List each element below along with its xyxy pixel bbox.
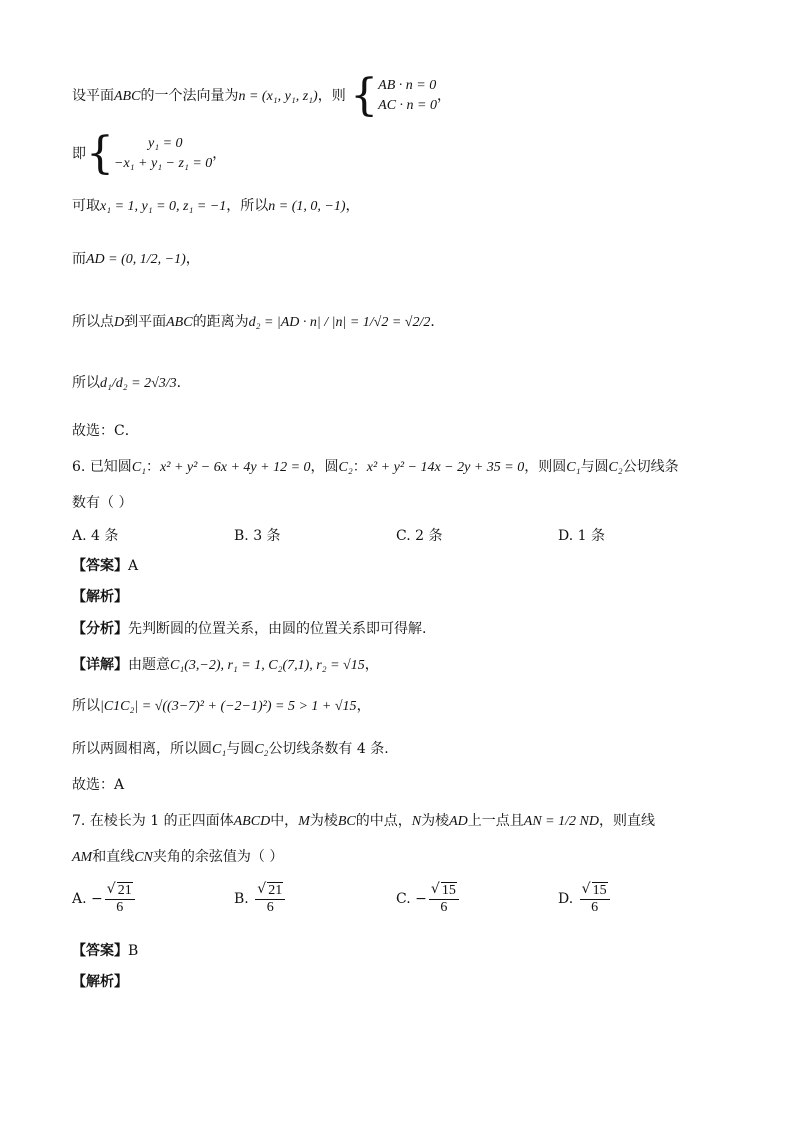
q6-option-d: D. 1 条 <box>558 528 605 544</box>
equation-system <box>378 76 437 116</box>
q7-stem <box>72 812 655 831</box>
question-number: 6. <box>72 459 86 475</box>
option-fraction <box>580 882 610 916</box>
text: 为棱 <box>309 813 338 829</box>
math-cn: CN <box>134 850 153 865</box>
q6-conclusion <box>72 740 389 759</box>
option-letter: B. <box>234 891 249 907</box>
math-c2: C₂ <box>608 460 623 475</box>
option-letter: D. <box>558 891 574 907</box>
text: 在棱长为 1 的正四面体 <box>89 813 234 829</box>
text: ， <box>437 88 451 104</box>
distance-d2-line <box>72 313 444 332</box>
math-tetrahedron: ABCD <box>233 814 271 829</box>
text: 由题意 <box>128 657 170 673</box>
vector-ad-line <box>72 250 200 269</box>
text: 夹角的余弦值为（ ） <box>152 849 284 865</box>
q7-option-b <box>234 882 287 916</box>
text: 故选：C． <box>72 423 139 439</box>
answer-value: B <box>128 943 139 959</box>
text: ， <box>212 146 227 162</box>
option-root: 15 <box>441 883 456 898</box>
option-denominator: 6 <box>266 900 274 915</box>
text: 所以 <box>72 375 100 391</box>
q6-option-c: C. 2 条 <box>396 528 443 544</box>
q6-choose <box>72 776 124 794</box>
equation-xyz: −x₁ + y₁ − z₁ = 0 <box>114 156 213 171</box>
text: 上一点且 <box>467 813 524 829</box>
q6-distance <box>72 697 371 716</box>
math-c1: C₁ <box>566 460 581 475</box>
analysis-tag: 【解析】 <box>72 974 128 990</box>
math-c1: C₁ <box>212 742 227 757</box>
choice-c-line <box>72 422 139 440</box>
text: 即 <box>72 146 86 162</box>
math-n: N <box>411 814 422 829</box>
math-c2-equation: x² + y² − 14x − 2y + 35 = 0 <box>366 460 525 475</box>
q7-answer <box>72 942 138 960</box>
math-bc: BC <box>337 814 356 829</box>
math-values: x₁ = 1, y₁ = 0, z₁ = −1 <box>100 199 227 214</box>
q7-option-a <box>72 882 137 916</box>
q6-analysis <box>72 588 128 606</box>
text: 和直线 <box>92 849 135 865</box>
question-number: 7. <box>72 813 86 829</box>
equation-ac-n: AC · n = 0 <box>378 98 437 113</box>
option-letter: C. <box>396 891 411 907</box>
math-vector-ad: AD = (0, 1/2, −1) <box>86 252 186 267</box>
answer-value: A <box>128 558 139 574</box>
text: ， <box>185 251 200 267</box>
q6-fenxi <box>72 620 426 638</box>
q6-stem: 6. 已知圆C₁：x² + y² − 6x + 4y + 12 = 0，圆C₂：x² + y² − 14x − 2y + 35 = 0，则圆C₁与圆C₂公切线条 <box>72 459 679 475</box>
q7-option-d <box>558 882 612 916</box>
text: 设平面 <box>72 88 114 104</box>
text: 而 <box>72 251 86 267</box>
equation-ab-n: AB · n = 0 <box>378 78 437 93</box>
answer-tag: 【答案】 <box>72 558 128 574</box>
option-denominator: 6 <box>591 900 599 915</box>
analysis-tag: 【解析】 <box>72 589 128 605</box>
text: ，圆 <box>310 459 339 475</box>
equation-y1: y₁ = 0 <box>148 136 183 151</box>
text: ，则圆 <box>524 459 567 475</box>
option-root: 21 <box>268 883 283 898</box>
option-root: 21 <box>117 883 132 898</box>
q6-option-a: A. 4 条 <box>72 528 119 544</box>
option-denominator: 6 <box>116 900 124 915</box>
q7-analysis <box>72 973 128 991</box>
math-vector-n: n = (1, 0, −1) <box>268 199 346 214</box>
math-plane: ABC <box>166 315 193 330</box>
option-letter: A. <box>72 891 87 907</box>
normal-vector-line <box>72 70 451 121</box>
text: 所以 <box>72 698 100 714</box>
q6-option-b: B. 3 条 <box>234 528 281 544</box>
option-fraction <box>105 882 135 916</box>
q7-option-c <box>396 882 461 916</box>
math-c1: C₁ <box>131 460 147 475</box>
text: 与圆 <box>226 741 255 757</box>
answer-tag: 【答案】 <box>72 943 128 959</box>
math-point-d: D <box>114 315 125 330</box>
option-sign: − <box>415 891 427 907</box>
choose-values-line <box>72 197 360 216</box>
text: 为棱 <box>421 813 450 829</box>
text: ． <box>176 375 191 391</box>
text: ， <box>345 198 360 214</box>
option-root: 15 <box>592 883 607 898</box>
text: 中， <box>270 813 299 829</box>
text: ， <box>364 657 379 673</box>
math-centers-radii: C₁(3,−2), r₁ = 1, C₂(7,1), r₂ = √15 <box>170 658 365 673</box>
ratio-line <box>72 374 191 393</box>
xiangjie-tag: 【详解】 <box>72 657 128 673</box>
text: ，所以 <box>226 198 269 214</box>
option-sign: − <box>91 891 103 907</box>
text: 的中点， <box>355 813 412 829</box>
fenxi-text: 先判断圆的位置关系，由圆的位置关系即可得解. <box>128 621 427 637</box>
system-line <box>72 128 227 179</box>
math-m: M <box>298 814 310 829</box>
option-fraction <box>429 882 459 916</box>
text: 到平面 <box>124 314 167 330</box>
equation-system <box>114 134 212 174</box>
option-fraction <box>255 882 285 916</box>
q6-stem-line2 <box>72 494 132 512</box>
text: 数有（ ） <box>72 495 133 511</box>
left-brace: { <box>350 70 379 121</box>
text: ， <box>356 698 371 714</box>
left-brace: { <box>86 128 114 179</box>
q6-answer <box>72 557 138 575</box>
math-ad: AD <box>449 814 468 829</box>
math-ratio-an-nd: AN = 1/2 ND <box>523 814 599 829</box>
q7-stem-line2 <box>72 848 283 867</box>
option-denominator: 6 <box>440 900 448 915</box>
text: 可取 <box>72 198 100 214</box>
q6-xiangjie <box>72 656 379 675</box>
math-am: AM <box>72 850 93 865</box>
text: 故选：A <box>72 777 125 793</box>
text: 的距离为 <box>192 314 249 330</box>
text: 与圆 <box>580 459 609 475</box>
math-center-distance: |C1C₂| = √((3−7)² + (−2−1)²) = 5 > 1 + √15 <box>100 699 357 714</box>
text: 所以两圆相离，所以圆 <box>72 741 212 757</box>
text: 已知圆 <box>89 459 132 475</box>
text: 公切线条数有 4 条. <box>268 741 389 757</box>
math-ratio: d₁/d₂ = 2√3/3 <box>100 376 177 391</box>
math-c1-equation: x² + y² − 6x + 4y + 12 = 0 <box>160 460 311 475</box>
text: 的一个法向量为 <box>140 88 239 104</box>
text: 所以点 <box>72 314 114 330</box>
fenxi-tag: 【分析】 <box>72 621 128 637</box>
math-plane: ABC <box>114 89 141 104</box>
math-d2-formula: d₂ = |AD · n| / |n| = 1/√2 = √2/2 <box>248 315 431 330</box>
math-c2: C₂ <box>254 742 269 757</box>
text: ． <box>430 314 445 330</box>
math-c2: C₂ <box>338 460 353 475</box>
text: 公切线条 <box>622 459 679 475</box>
math-normal-vector: n = (x₁, y₁, z₁) <box>238 89 318 104</box>
text: ，则 <box>317 88 346 104</box>
text: ，则直线 <box>598 813 655 829</box>
